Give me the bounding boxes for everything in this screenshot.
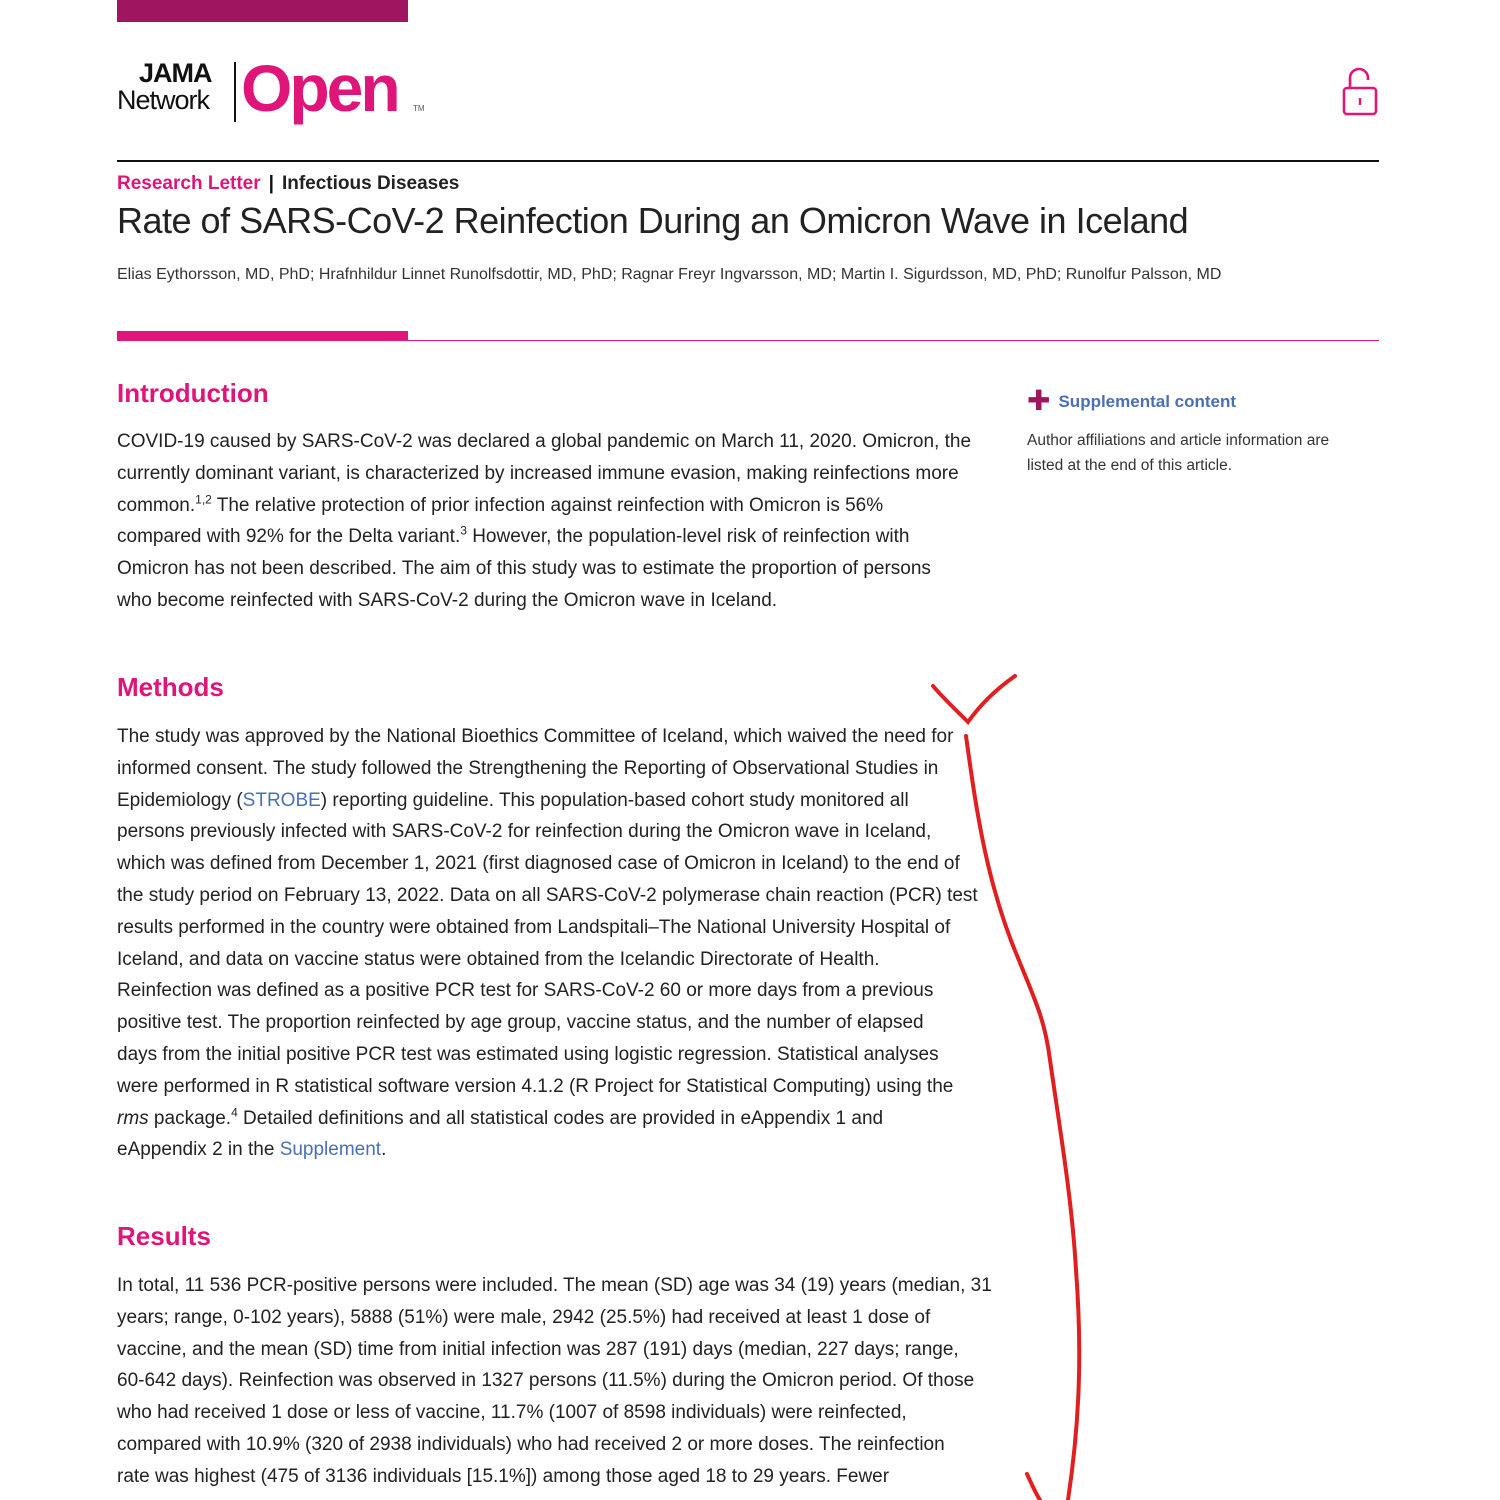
plus-icon: ✚ (1027, 385, 1051, 416)
text-segment: informed consent. The study followed the Strengthening the Reporting of Observational Studies in (117, 757, 939, 779)
results-paragraph (117, 1270, 992, 1493)
text-line (117, 585, 987, 617)
text-line (117, 1334, 987, 1366)
text-segment: who had received 1 dose or less of vaccine, 11.7% (1007 of 8598 individuals) were reinfected, (117, 1402, 907, 1424)
text-segment: The study was approved by the National Bioethics Committee of Iceland, which waived the need for (117, 726, 954, 747)
inline-link[interactable]: Supplement (279, 1139, 382, 1161)
text-segment: However, the population-level risk of reinfection with (466, 526, 910, 548)
text-line (117, 975, 987, 1007)
logo-trademark: TM (413, 104, 425, 113)
annotation-checkmark (933, 676, 1015, 722)
text-line (117, 1397, 987, 1429)
text-line (117, 1071, 987, 1103)
text-line (117, 1103, 987, 1135)
text-line (117, 880, 987, 912)
text-segment: 60-642 days). Reinfection was observed in 1327 persons (11.5%) during the Omicron period. Of those (117, 1370, 975, 1392)
logo-network: Network (117, 85, 210, 115)
article-type: Research Letter (117, 173, 261, 194)
citation-superscript[interactable]: 4 (231, 1105, 238, 1120)
author-list: Elias Eythorsson, MD, PhD; Hrafnhildur Linnet Runolfsdottir, MD, PhD; Ragnar Freyr Ingvarsson, MD; Martin I. Sigurdsson, MD, PhD; Runolfur Palsson, MD (117, 266, 1222, 283)
section-divider (408, 340, 1379, 341)
text-line (117, 848, 987, 880)
methods-heading: Methods (117, 672, 224, 702)
text-segment: Omicron has not been described. The aim of this study was to estimate the proportion of persons (117, 558, 931, 580)
text-line (117, 1134, 987, 1166)
text-segment: positive test. The proportion reinfected by age group, vaccine status, and the number of elapsed (117, 1012, 924, 1034)
article-kicker (117, 173, 459, 195)
text-segment: days from the initial positive PCR test was estimated using logistic regression. Statistical analyses (117, 1043, 939, 1065)
citation-superscript[interactable]: 3 (460, 524, 467, 539)
text-line (117, 785, 987, 817)
text-segment: common. (117, 494, 196, 516)
text-segment: which was defined from December 1, 2021 (first diagnosed case of Omicron in Iceland) to the end of (117, 853, 960, 875)
text-line (117, 458, 987, 490)
text-line (117, 553, 987, 585)
text-segment: the study period on February 13, 2022. Data on all SARS-CoV-2 polymerase chain reaction (PCR) test (117, 884, 978, 906)
introduction-heading: Introduction (117, 378, 269, 408)
text-segment: Reinfection was defined as a positive PCR test for SARS-CoV-2 60 or more days from a previous (117, 980, 934, 1002)
text-segment: rms (117, 1107, 149, 1129)
text-segment: COVID-19 caused by SARS-CoV-2 was declared a global pandemic on March 11, 2020. Omicron, the (117, 431, 972, 452)
text-line (117, 1429, 987, 1461)
article-title: Rate of SARS-CoV-2 Reinfection During an Omicron Wave in Iceland (117, 200, 1189, 241)
text-line (117, 1461, 987, 1493)
text-segment: currently dominant variant, is characterized by increased immune evasion, making reinfections more (117, 462, 959, 484)
affiliations-note: Author affiliations and article information are listed at the end of this article. (1027, 432, 1330, 474)
text-segment: The relative protection of prior infection against reinfection with Omicron is 56% (211, 494, 884, 516)
text-segment: . (381, 1139, 387, 1161)
text-segment: years; range, 0-102 years), 5888 (51%) were male, 2942 (25.5%) had received at least 1 dose of (117, 1306, 931, 1328)
text-line (117, 490, 987, 522)
text-line (117, 521, 987, 553)
inline-link[interactable]: STROBE (242, 789, 321, 811)
text-line (117, 721, 987, 753)
section-accent-bar (117, 331, 408, 341)
text-line (117, 426, 987, 458)
text-segment: compared with 92% for the Delta variant. (117, 526, 461, 548)
logo-divider (234, 62, 236, 122)
text-segment: who become reinfected with SARS-CoV-2 during the Omicron wave in Iceland. (117, 589, 778, 611)
text-segment: eAppendix 2 in the (117, 1139, 280, 1161)
text-line (117, 1302, 987, 1334)
citation-superscript[interactable]: 1,2 (195, 492, 212, 507)
logo-open: Open (241, 51, 398, 125)
text-line (117, 753, 987, 785)
text-segment: In total, 11 536 PCR-positive persons were included. The mean (SD) age was 34 (19) years (median, 31 (117, 1275, 992, 1296)
text-segment: persons previously infected with SARS-CoV-2 for reinfection during the Omicron wave in Iceland, (117, 821, 932, 843)
annotation-arrowhead (1027, 1474, 1040, 1500)
text-segment: ) reporting guideline. This population-based cohort study monitored all (320, 789, 909, 811)
text-line (117, 1270, 992, 1302)
text-line (117, 816, 987, 848)
article-topic: Infectious Diseases (281, 173, 460, 194)
supplemental-content-label: Supplemental content (1058, 392, 1237, 411)
text-segment: were performed in R statistical software version 4.1.2 (R Project for Statistical Computing) using the (117, 1075, 954, 1097)
text-line (117, 1365, 987, 1397)
methods-paragraph (117, 721, 987, 1166)
text-segment: compared with 10.9% (320 of 2938 individuals) who had received 2 or more doses. The reinfection (117, 1433, 945, 1455)
text-segment: Detailed definitions and all statistical codes are provided in eAppendix 1 and (237, 1107, 884, 1129)
introduction-paragraph (117, 426, 987, 617)
text-line (117, 1039, 987, 1071)
text-line (117, 912, 987, 944)
logo-jama: JAMA (139, 58, 212, 88)
text-segment: package. (148, 1107, 232, 1129)
text-segment: vaccine, and the mean (SD) time from initial infection was 287 (191) days (median, 227 days; range, (117, 1338, 959, 1360)
text-segment: results performed in the country were obtained from Landspitali–The National University Hospital of (117, 916, 951, 938)
text-line (117, 1007, 987, 1039)
text-segment: Iceland, and data on vaccine status were obtained from the Icelandic Directorate of Health. (117, 948, 880, 970)
open-access-lock-icon (1340, 66, 1380, 118)
top-accent-bar (117, 0, 408, 22)
text-segment: rate was highest (475 of 3136 individuals [15.1%]) among those aged 18 to 29 years. Fewer (117, 1465, 890, 1487)
kicker-separator: | (268, 173, 274, 194)
results-heading: Results (117, 1221, 211, 1251)
header-divider (117, 160, 1379, 162)
supplemental-content-link[interactable] (1027, 384, 1236, 417)
text-line (117, 944, 987, 976)
text-segment: Epidemiology ( (117, 789, 243, 811)
